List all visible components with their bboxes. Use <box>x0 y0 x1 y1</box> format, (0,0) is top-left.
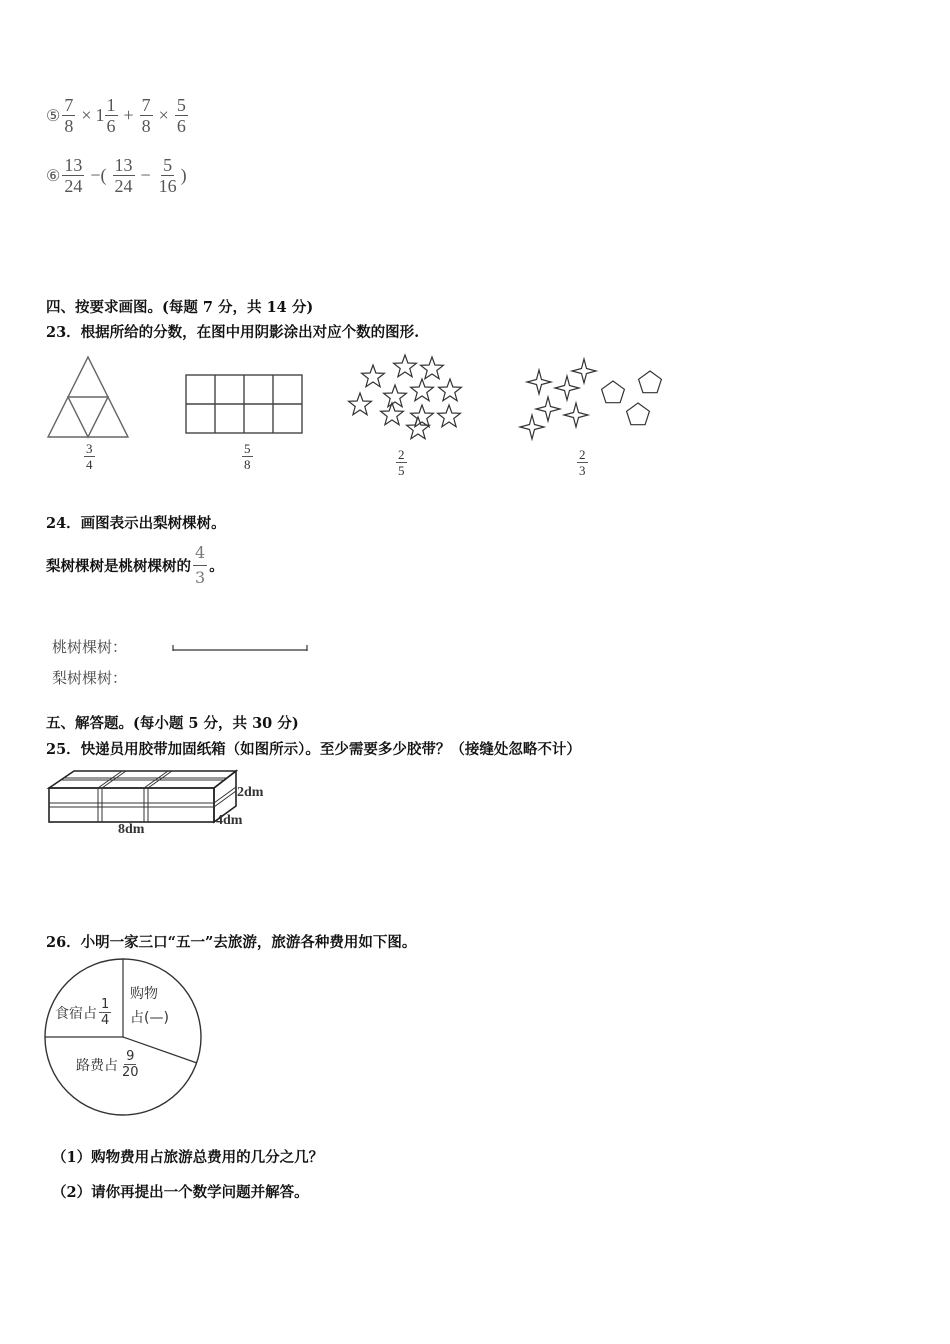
section-4-heading: 四、按要求画图。(每题 7 分，共 14 分) <box>46 299 314 316</box>
pentagons-figure <box>602 371 662 425</box>
four-point-star-shape <box>527 370 551 394</box>
pie-label-food-lodging: 食宿占 $\frac{1}{4}$ <box>55 997 110 1028</box>
star-shape <box>438 405 461 427</box>
fraction: $\frac{5}{16}$ <box>158 155 177 196</box>
four-point-star-shape <box>520 415 544 439</box>
fraction: $\frac{7}{8}$ <box>64 95 74 136</box>
pie-label-travel: 路费占 $\frac{9}{20}$ <box>76 1049 139 1080</box>
question-26-sub1: （1）购物费用占旅游总费用的几分之几？ <box>52 1149 324 1166</box>
expense-pie-chart <box>44 958 204 1118</box>
star-shape <box>381 403 404 425</box>
length-label: 8dm <box>118 822 145 837</box>
fraction: $\frac{5}{6}$ <box>176 95 186 136</box>
four-point-star-shape <box>572 359 596 383</box>
problem-5-expression: ⑤ $\frac{7}{8}$ × 1 $\frac{1}{6}$ + $\frac{7}{8}$ × $\frac{5}{6}$ <box>46 95 186 136</box>
problem-6-marker: ⑥ <box>46 167 61 185</box>
fraction: $\frac{13}{24}$ <box>64 155 83 196</box>
fraction: $\frac{7}{8}$ <box>141 95 151 136</box>
width-label: 4dm <box>216 813 243 828</box>
star-shape <box>439 379 462 401</box>
fraction-two-thirds: $\frac{2}{3}$ <box>579 447 586 478</box>
question-24-text: 24．画图表示出梨树棵树。 <box>46 515 226 532</box>
star-shape <box>421 357 444 379</box>
q24-relation: 梨树棵树是桃树棵树的 $\frac{4}{3}$ 。 <box>46 543 224 587</box>
pie-label-shopping: 购物 占(—) <box>130 986 169 1026</box>
fraction-two-fifths: $\frac{2}{5}$ <box>398 447 405 478</box>
fraction-four-thirds: $\frac{4}{3}$ <box>195 543 206 587</box>
question-26-text: 26．小明一家三口“五一”去旅游，旅游各种费用如下图。 <box>46 934 417 951</box>
star-shape <box>411 379 434 401</box>
height-label: 2dm <box>237 785 264 800</box>
star-shape <box>407 417 430 439</box>
question-26-sub2: （2）请你再提出一个数学问题并解答。 <box>52 1184 309 1201</box>
star-shape <box>349 393 372 415</box>
four-point-stars-figure <box>520 359 596 439</box>
four-point-star-shape <box>564 403 588 427</box>
question-25-text: 25．快递员用胶带加固纸箱（如图所示）。至少需要多少胶带？（接缝处忽略不计） <box>46 741 581 758</box>
grid-figure <box>186 375 302 433</box>
star-shape <box>384 385 407 407</box>
tape-box-figure <box>46 768 286 843</box>
four-point-star-shape <box>555 376 579 400</box>
stars-figure <box>349 355 462 439</box>
section-5-heading: 五、解答题。(每小题 5 分，共 30 分) <box>46 715 299 732</box>
fraction-three-quarters: $\frac{3}{4}$ <box>86 441 93 472</box>
fraction: $\frac{1}{6}$ <box>106 95 116 136</box>
problem-6-expression: ⑥ $\frac{13}{24}$ −( $\frac{13}{24}$ − $\frac{5}{16}$ ) <box>46 155 187 196</box>
four-point-star-shape <box>536 397 560 421</box>
star-shape <box>394 355 417 377</box>
fraction-five-eighths: $\frac{5}{8}$ <box>244 441 251 472</box>
pentagon-shape <box>639 371 662 393</box>
peach-tree-bar <box>170 640 315 656</box>
peach-tree-label: 桃树棵树： <box>52 638 128 656</box>
pear-tree-label: 梨树棵树： <box>52 669 128 687</box>
pentagon-shape <box>602 381 625 403</box>
question-23-text: 23．根据所给的分数，在图中用阴影涂出对应个数的图形. <box>46 324 420 341</box>
fraction: $\frac{13}{24}$ <box>114 155 133 196</box>
problem-5-marker: ⑤ <box>46 107 61 125</box>
pentagon-shape <box>627 403 650 425</box>
star-shape <box>362 365 385 387</box>
star-shape <box>411 405 434 427</box>
triangle-figure <box>48 357 128 437</box>
